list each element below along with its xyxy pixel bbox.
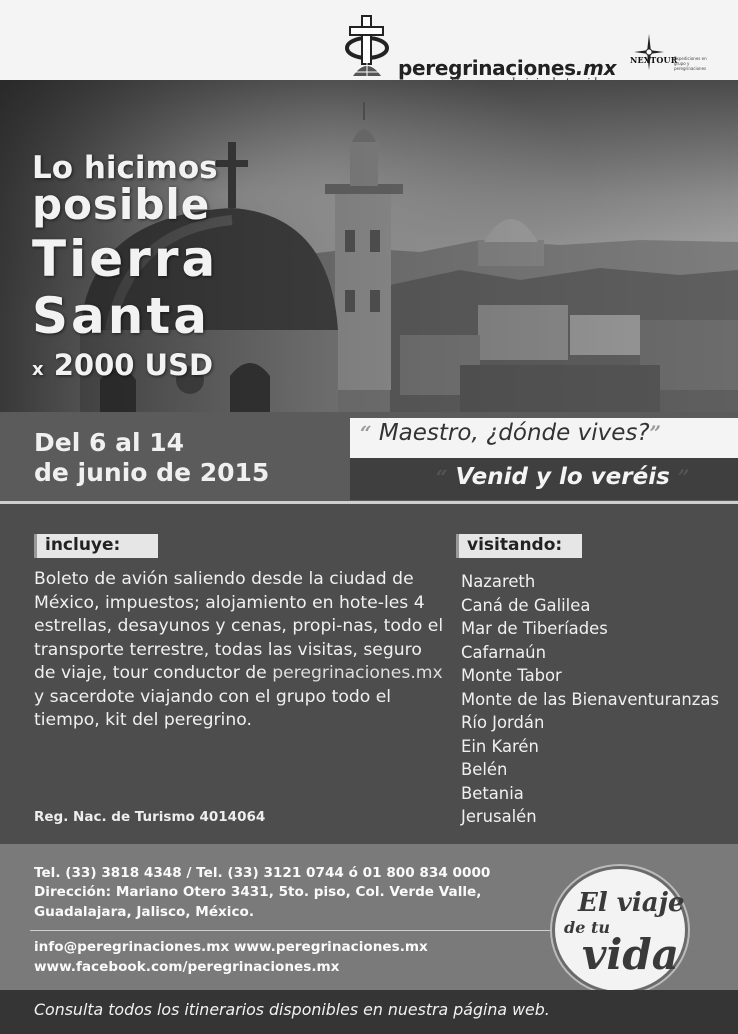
partner-name: NEXTOUR — [630, 55, 678, 65]
list-item: Ein Karén — [461, 736, 539, 756]
list-item: Monte de las Bienaventuranzas — [461, 689, 719, 709]
hero-line-1: Lo hicimos — [32, 150, 218, 186]
list-item: Cafarnaún — [461, 642, 546, 662]
quote-close-mark: ” — [677, 465, 690, 489]
list-item: Jerusalén — [461, 807, 537, 826]
quote-2-text: Venid y lo veréis — [455, 464, 670, 490]
dates-line-1: Del 6 al 14 — [34, 428, 185, 457]
seal-line-1: El viaje — [578, 888, 685, 918]
includes-text-start: Boleto de avión saliendo desde la ciudad de México, impuestos; alojamiento en hote-les 4 estrellas, desayunos y cenas, propi-nas, todo el transporte terrestre, todas las visitas, seguro de viaje, tour conductor de — [34, 569, 444, 683]
quote-2 — [436, 464, 689, 490]
contact-address-1: Dirección: Mariano Otero 3431, 5to. piso, Col. Verde Valle, — [34, 884, 482, 900]
list-item: Caná de Galilea — [461, 595, 591, 615]
tourism-registration: Reg. Nac. de Turismo 4014064 — [34, 809, 266, 825]
facebook-link[interactable]: www.facebook.com/peregrinaciones.mx — [34, 959, 340, 975]
partner-subtitle: Expediciones en grupo y peregrinaciones — [674, 56, 707, 71]
brand-name-text: peregrinaciones — [398, 56, 576, 80]
quote-open-mark: “ — [360, 421, 372, 445]
visiting-label: visitando: — [456, 534, 582, 558]
list-item: Monte Tabor — [461, 666, 562, 685]
hero-photo — [0, 80, 738, 412]
hero-price — [32, 348, 213, 382]
hero-line-3: Tierra — [32, 230, 219, 288]
quote-close-mark: ” — [649, 421, 662, 445]
includes-link[interactable]: peregrinaciones.mx — [272, 663, 443, 683]
brand-suffix: .mx — [575, 56, 617, 80]
list-item: Nazareth — [461, 572, 536, 591]
list-item: Mar de Tiberíades — [461, 619, 608, 638]
header — [0, 0, 738, 82]
contact-address-2: Guadalajara, Jalisco, México. — [34, 904, 255, 920]
price-value: 2000 USD — [53, 348, 214, 382]
includes-label: incluye: — [34, 534, 158, 558]
includes-text-end: y sacerdote viajando con el grupo todo el tiempo, kit del peregrino. — [34, 686, 392, 730]
contact-divider — [30, 930, 560, 931]
list-item: Betania — [461, 783, 524, 803]
dates-line-2: de junio de 2015 — [34, 458, 270, 487]
includes-text — [34, 568, 444, 733]
contact-phones: Tel. (33) 3818 4348 / Tel. (33) 3121 0744 ó 01 800 834 0000 — [34, 865, 491, 881]
price-prefix: x — [32, 359, 44, 380]
footer-text: Consulta todos los itinerarios disponibles en nuestra página web. — [34, 1000, 550, 1019]
quote-1-text: Maestro, ¿dónde vives? — [378, 420, 650, 446]
seal-line-2: de tu — [564, 918, 610, 937]
list-item: Río Jordán — [461, 713, 545, 732]
cross-globe-logo-icon — [345, 14, 403, 80]
contact-web-links[interactable]: info@peregrinaciones.mx www.peregrinaciones.mx — [34, 939, 428, 955]
hero-line-4: Santa — [32, 287, 210, 345]
trip-dates — [34, 428, 269, 488]
seal-line-3: vida — [582, 930, 679, 979]
places-list — [461, 570, 731, 829]
quote-1 — [360, 420, 661, 446]
hero-line-2: posible — [32, 180, 211, 229]
list-item: Belén — [461, 760, 508, 779]
quote-open-mark: “ — [436, 465, 448, 489]
